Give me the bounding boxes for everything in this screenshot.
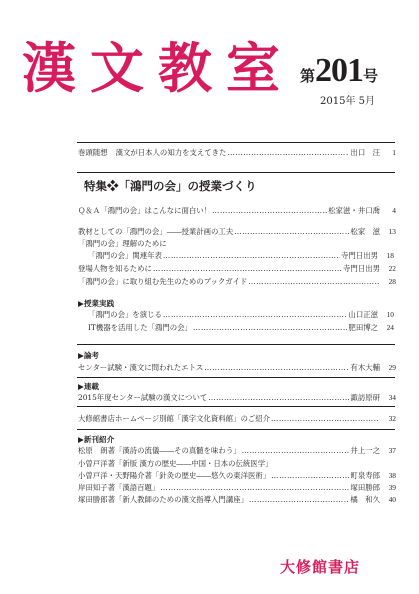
entry-author: 肥田博之	[348, 323, 378, 332]
toc-entry[interactable]	[78, 205, 396, 217]
entry-author: 寺門日出男	[343, 264, 380, 273]
leader-dots	[227, 147, 349, 159]
entry-title: センター試験・漢文に問われたエトス	[78, 363, 204, 372]
entry-author: 塚田勝郎	[350, 483, 380, 492]
leader-dots	[208, 392, 349, 404]
entry-title: 小曽戸洋著「新版 漢方の歴史――中国・日本の伝統医学」	[78, 459, 273, 468]
entry-author: 諏訪原研	[350, 393, 380, 402]
toc-entry[interactable]	[88, 250, 394, 262]
leader-dots	[271, 413, 379, 425]
entry-author: 松家 滋	[350, 227, 380, 236]
entry-title: 大修館書店ホームページ別館「漢字文化資料館」のご紹介	[78, 414, 271, 423]
entry-page: 4	[392, 206, 396, 215]
divider	[77, 429, 395, 430]
issue-number-value: 201	[315, 52, 364, 89]
entry-page: 22	[388, 264, 396, 273]
entry-title: 「鴻門の会」関連年表	[88, 251, 162, 260]
publisher-logo: 大修館書店	[280, 558, 361, 576]
essay-title: 漢文が日本人の知力を支えてきた	[115, 148, 227, 157]
toc-entry-heading	[78, 238, 396, 250]
entry-title: 「鴻門の会」理解のために	[78, 239, 167, 248]
entry-page: 32	[388, 414, 396, 423]
issue-date: 2015年 5月	[320, 96, 375, 107]
entry-title: 岸田知子著「漢語百題」	[78, 483, 160, 492]
leader-dots	[249, 494, 349, 506]
entry-page: 13	[388, 227, 396, 236]
leader-dots	[212, 205, 327, 217]
toc-entry[interactable]	[78, 362, 396, 374]
entry-page: 37	[388, 446, 396, 455]
entry-title: 「鴻門の会」に取り組む先生のためのブックガイド	[78, 277, 248, 286]
toc-entry[interactable]	[78, 392, 396, 404]
toc-entry[interactable]	[78, 458, 396, 470]
ronko-heading: ▶論考	[78, 351, 100, 360]
feature-heading: 特集❖「鴻門の会」の授業づくり	[84, 179, 257, 193]
entry-page: 40	[388, 495, 396, 504]
entry-author: 橘 和久	[350, 495, 380, 504]
essay-page: 1	[392, 148, 396, 157]
leader-dots	[242, 445, 350, 457]
toc-entry-essay[interactable]	[78, 147, 396, 159]
practice-heading: ▶授業実践	[78, 299, 115, 308]
leader-dots	[234, 226, 349, 238]
toc-entry[interactable]	[88, 322, 394, 334]
entry-page: 24	[386, 323, 394, 332]
toc-entry[interactable]	[78, 482, 396, 494]
rensai-heading: ▶連載	[78, 382, 100, 391]
entry-title: IT機器を活用した「鴻門の会」	[88, 323, 192, 332]
entry-author: 寺門日出男	[341, 251, 378, 260]
leader-dots	[271, 470, 349, 482]
issue-prefix: 第	[300, 67, 316, 85]
toc-entry[interactable]	[78, 494, 396, 506]
entry-title: 2015年度センター試験の漢文について	[78, 393, 208, 402]
leader-dots	[248, 276, 379, 288]
entry-author: 山口正滋	[348, 310, 378, 319]
divider	[77, 406, 395, 407]
toc-entry[interactable]	[88, 309, 394, 321]
toc-entry[interactable]	[78, 470, 396, 482]
entry-title: 教材としての「鴻門の会」――授業計画の工夫	[78, 227, 234, 236]
entry-author: 井上一之	[350, 446, 380, 455]
entry-page: 29	[388, 363, 396, 372]
magazine-title: 漢文教室	[22, 36, 294, 100]
leader-dots	[193, 322, 347, 334]
entry-page: 38	[388, 471, 396, 480]
toc-entry[interactable]	[78, 263, 396, 275]
entry-page: 28	[388, 277, 396, 286]
essay-label: 巻頭随想	[78, 148, 108, 157]
leader-dots	[163, 250, 340, 262]
entry-title: 登場人物を知るために	[78, 264, 152, 273]
toc-entry[interactable]	[78, 445, 396, 457]
entry-author: 町泉寿郎	[350, 471, 380, 480]
entry-author: 有木大輔	[350, 363, 380, 372]
entry-page: 39	[388, 483, 396, 492]
entry-title: 小曽戸洋・天野陽介著「針灸の歴史――悠久の東洋医術」	[78, 471, 271, 480]
toc-entry-notice[interactable]	[78, 413, 396, 425]
entry-page: 34	[388, 393, 396, 402]
divider	[77, 377, 395, 378]
issue-number	[300, 54, 378, 93]
leader-dots	[160, 482, 349, 494]
leader-dots	[204, 362, 349, 374]
entry-author: 松家滋・井口喬	[328, 206, 380, 215]
leader-dots	[153, 263, 342, 275]
entry-title: 「鴻門の会」を演じる	[88, 310, 162, 319]
divider	[77, 142, 395, 143]
toc-entry[interactable]	[78, 276, 396, 288]
entry-title: 松原 朗著「漢詩の流儀――その真髄を味わう」	[78, 446, 241, 455]
toc-entry[interactable]	[78, 226, 396, 238]
leader-dots	[163, 309, 348, 321]
entry-page: 18	[386, 251, 394, 260]
essay-author: 出口 汪	[350, 148, 380, 157]
entry-title: Ｑ＆Ａ「鴻門の会」はこんなに面白い！	[78, 206, 212, 215]
entry-title: 塚田勝郎著「新人教師のための漢文指導入門講座」	[78, 495, 248, 504]
issue-suffix: 号	[363, 67, 379, 85]
books-heading: ▶新刊紹介	[78, 435, 115, 444]
entry-page: 10	[386, 310, 394, 319]
